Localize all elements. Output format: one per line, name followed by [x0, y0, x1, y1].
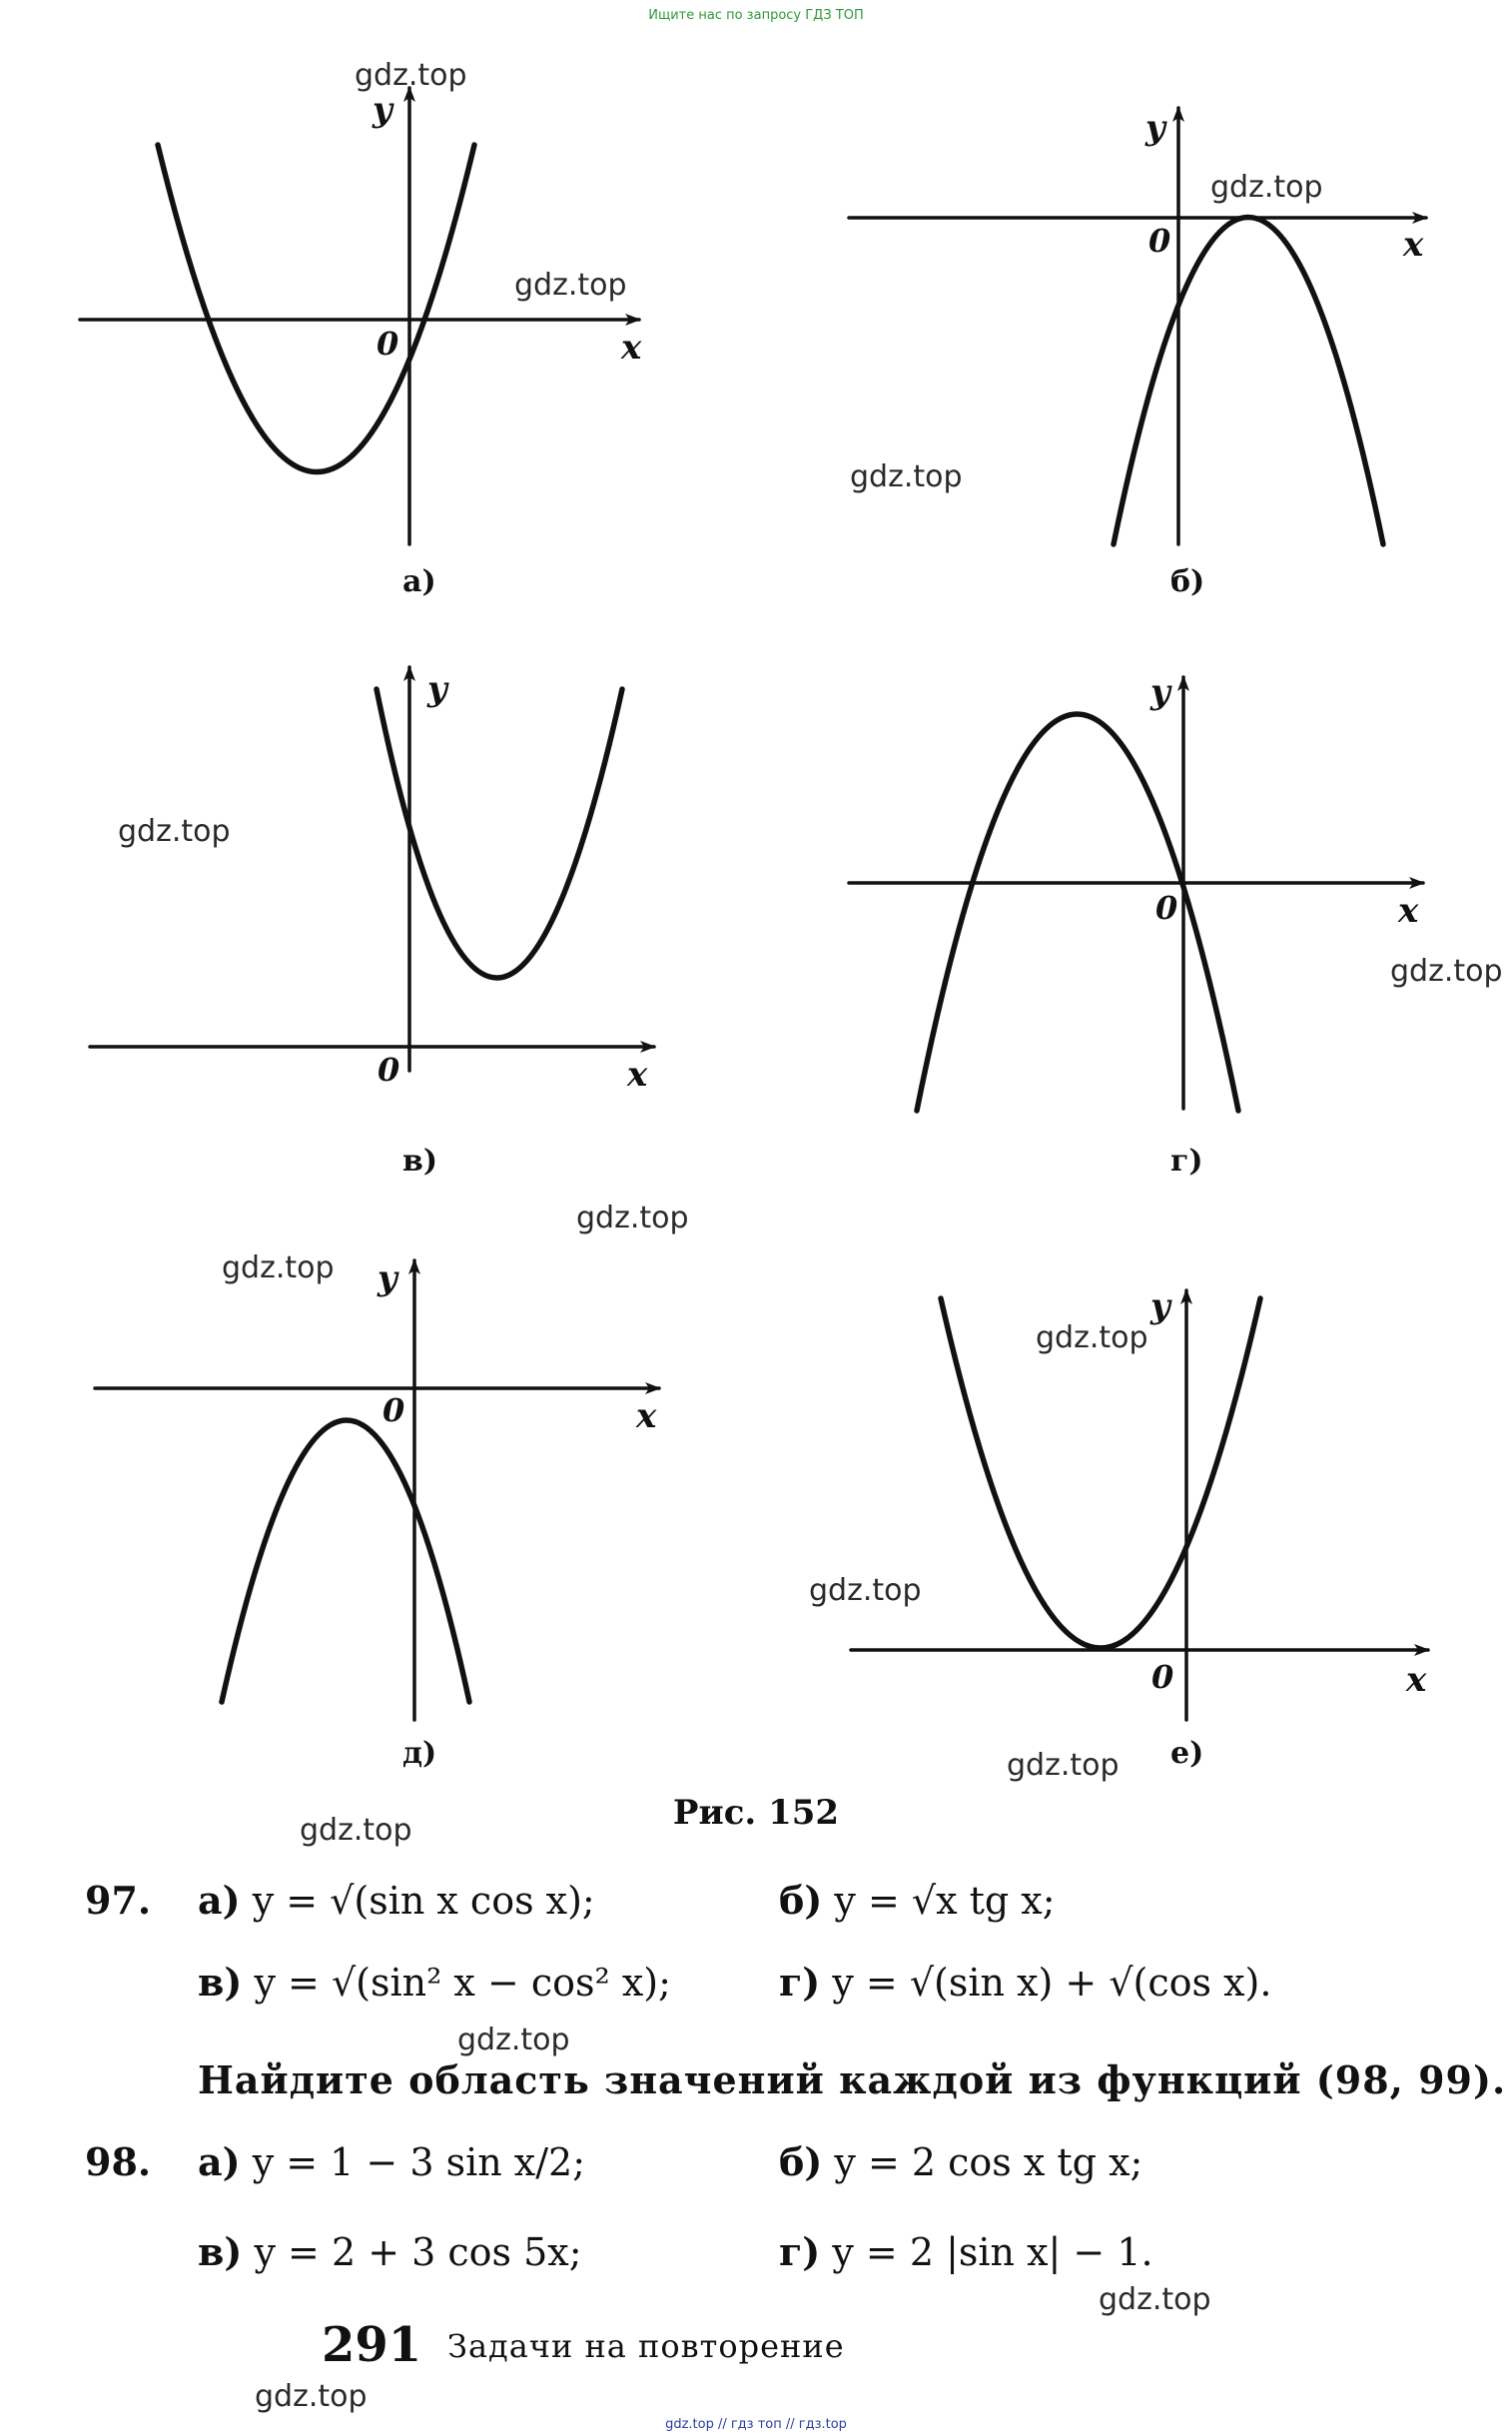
graph-d-y-label: y: [378, 1258, 397, 1298]
graph-a-origin: 0: [377, 325, 399, 363]
graph-d-curve: [222, 1420, 469, 1702]
footer-note: gdz.top // гдз топ // гдз.top: [665, 2417, 847, 2432]
graph-d-caption: д): [402, 1736, 437, 1771]
graph-b-x-label: x: [1403, 225, 1424, 265]
watermark: gdz.top: [1036, 1320, 1148, 1355]
problem-97-number: 97.: [85, 1878, 152, 1923]
problem-98-g: г) y = 2 |sin x| − 1.: [779, 2229, 1153, 2274]
watermark: gdz.top: [118, 814, 231, 849]
graph-a-y-label: y: [373, 90, 392, 130]
graph-g-x-label: x: [1398, 891, 1419, 931]
problem-97-g: г) y = √(sin x) + √(cos x).: [779, 1960, 1272, 2005]
page-number: 291: [322, 2317, 422, 2373]
graph-v: [90, 667, 654, 1071]
graph-b-origin: 0: [1148, 222, 1171, 260]
problem-98-a: а) y = 1 − 3 sin x/2;: [198, 2139, 586, 2184]
watermark: gdz.top: [1390, 954, 1503, 989]
section-title: Задачи на повторение: [447, 2327, 845, 2365]
graph-v-x-label: x: [627, 1055, 648, 1095]
graph-a-curve: [158, 145, 474, 472]
graph-a: [80, 88, 642, 544]
figure-title: Рис. 152: [672, 1793, 840, 1833]
watermark: gdz.top: [355, 58, 467, 93]
problem-97-v: в) y = √(sin² x − cos² x);: [198, 1960, 671, 2005]
watermark: gdz.top: [222, 1250, 335, 1285]
watermark: gdz.top: [514, 268, 627, 303]
header-note: Ищите нас по запросу ГДЗ ТОП: [648, 8, 864, 23]
graph-a-caption: а): [402, 564, 436, 599]
graph-d-x-label: x: [636, 1396, 657, 1436]
problem-98-number: 98.: [85, 2139, 152, 2184]
graph-b-y-label: y: [1145, 108, 1165, 148]
problem-98-b: б) y = 2 cos x tg x;: [779, 2139, 1143, 2184]
watermark: gdz.top: [457, 2023, 570, 2057]
watermark: gdz.top: [1099, 2282, 1211, 2317]
graph-g-y-label: y: [1150, 672, 1170, 712]
graph-d: [95, 1260, 659, 1720]
graph-g-caption: г): [1170, 1144, 1203, 1179]
graph-g-curve: [917, 714, 1238, 1111]
watermark: gdz.top: [255, 2379, 368, 2414]
watermark: gdz.top: [300, 1813, 412, 1848]
graph-v-y-label: y: [427, 669, 447, 709]
graph-e-caption: е): [1170, 1736, 1204, 1771]
problem-97-a: а) y = √(sin x cos x);: [198, 1878, 595, 1923]
graph-v-origin: 0: [378, 1051, 400, 1089]
watermark: gdz.top: [1210, 170, 1323, 205]
graph-g: [849, 677, 1423, 1111]
watermark: gdz.top: [1007, 1748, 1120, 1783]
problem-98-v: в) y = 2 + 3 cos 5x;: [198, 2229, 582, 2274]
graph-e-y-label: y: [1150, 1286, 1170, 1326]
watermark: gdz.top: [809, 1573, 922, 1608]
task-heading: Найдите область значений каждой из функций (98, 99).: [198, 2057, 1507, 2102]
graph-b-curve: [1114, 218, 1383, 545]
problem-97-b: б) y = √x tg x;: [779, 1878, 1056, 1923]
graph-v-caption: в): [402, 1144, 438, 1179]
graph-g-origin: 0: [1155, 889, 1178, 927]
watermark: gdz.top: [850, 459, 963, 494]
graph-d-origin: 0: [382, 1391, 405, 1429]
graph-v-curve: [377, 689, 622, 978]
graph-b-caption: б): [1170, 564, 1205, 599]
graph-e-origin: 0: [1151, 1658, 1174, 1696]
watermark: gdz.top: [576, 1201, 689, 1235]
graph-e-x-label: x: [1406, 1660, 1427, 1700]
graph-a-x-label: x: [621, 328, 642, 368]
